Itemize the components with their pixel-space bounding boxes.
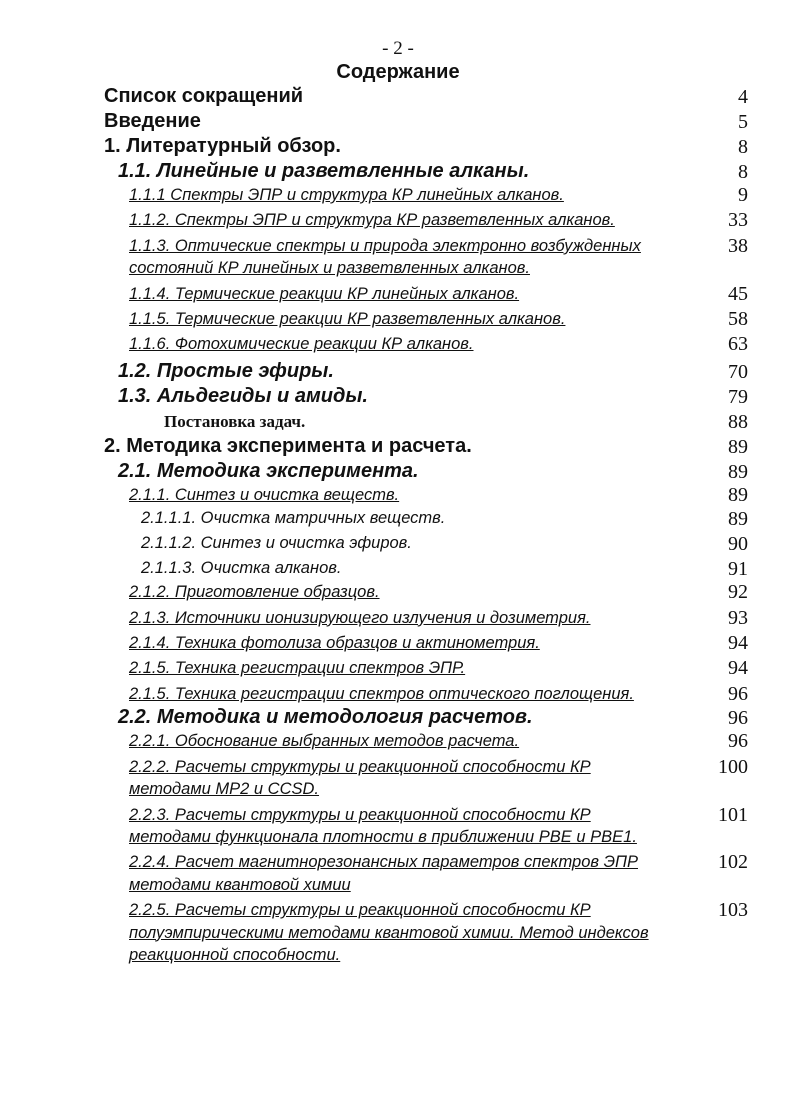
toc-entry-page: 96 xyxy=(728,707,748,730)
toc-entry[interactable] xyxy=(0,705,796,730)
toc-entry-title: 1.1.1 Спектры ЭПР и структура КР линейных алканов. xyxy=(129,186,564,204)
toc-entry[interactable] xyxy=(0,235,796,280)
toc-entry[interactable] xyxy=(0,756,796,801)
toc-entry[interactable] xyxy=(0,109,796,134)
toc-entry-title: 1.1. Линейные и разветвленные алканы. xyxy=(118,160,530,182)
toc-entry-title: Введение xyxy=(104,110,201,132)
toc-entry[interactable] xyxy=(0,657,796,679)
toc-entry-page: 70 xyxy=(728,360,748,383)
toc-entry-title: 2.1.4. Техника фотолиза образцов и актинометрия. xyxy=(129,634,540,653)
toc-entry-page: 8 xyxy=(738,136,748,158)
toc-entry-title: 2.2.5. Расчеты структуры и реакционной способности КР полуэмпирическими методами квантовой химии. Метод индексов реакционной способности. xyxy=(129,901,649,964)
toc-entry[interactable] xyxy=(0,308,796,330)
toc-entry-page: 9 xyxy=(738,184,748,206)
toc-entry-title: 2.1.1. Синтез и очистка веществ. xyxy=(129,485,400,504)
toc-entry[interactable] xyxy=(0,804,796,849)
toc-entry[interactable] xyxy=(0,556,796,581)
toc-entry-page: 89 xyxy=(728,483,748,506)
toc-entry-title: 2.2.1. Обоснование выбранных методов расчета. xyxy=(129,732,520,751)
toc-entry-page: 101 xyxy=(718,803,748,826)
toc-entry[interactable] xyxy=(0,84,796,109)
toc-entry-page: 102 xyxy=(718,851,748,874)
toc-entry[interactable] xyxy=(0,506,796,531)
toc-entry-page: 89 xyxy=(728,460,748,483)
toc-entry[interactable] xyxy=(0,409,796,434)
table-of-contents xyxy=(0,84,796,966)
toc-entry[interactable] xyxy=(0,459,796,484)
toc-entry[interactable] xyxy=(0,484,796,506)
toc-entry[interactable] xyxy=(0,730,796,752)
toc-entry-page: 89 xyxy=(728,508,748,531)
toc-entry-page: 94 xyxy=(728,657,748,680)
toc-entry[interactable] xyxy=(0,283,796,305)
toc-entry-title: 2.2.4. Расчет магнитнорезонансных параметров спектров ЭПР методами квантовой химии xyxy=(129,853,638,894)
toc-entry[interactable] xyxy=(0,581,796,603)
toc-entry[interactable] xyxy=(0,531,796,556)
toc-entry[interactable] xyxy=(0,683,796,705)
toc-entry-page: 58 xyxy=(728,308,748,331)
toc-entry-title: 1.1.3. Оптические спектры и природа электронно возбужденных состояний КР линейных и разветвленных алканов. xyxy=(129,236,641,278)
toc-entry-title: 2. Методика эксперимента и расчета. xyxy=(104,434,472,457)
toc-entry-title: Список сокращений xyxy=(104,85,304,107)
toc-entry-page: 92 xyxy=(728,581,748,604)
toc-entry-title: 2.1. Методика эксперимента. xyxy=(118,459,419,482)
toc-entry[interactable] xyxy=(0,384,796,409)
toc-entry-title: 2.2.3. Расчеты структуры и реакционной способности КР методами функционала плотности в приближении PBE и PBE1. xyxy=(129,805,637,846)
toc-entry-title: 2.1.1.3. Очистка алканов. xyxy=(141,559,342,578)
toc-entry-title: 2.1.3. Источники ионизирующего излучения и дозиметрия. xyxy=(129,608,591,627)
toc-entry[interactable] xyxy=(0,359,796,384)
toc-entry-page: 8 xyxy=(738,161,748,183)
toc-entry[interactable] xyxy=(0,851,796,896)
toc-entry[interactable] xyxy=(0,607,796,629)
page-number: - 2 - xyxy=(382,38,414,59)
toc-entry[interactable] xyxy=(0,184,796,206)
toc-entry-page: 96 xyxy=(728,730,748,753)
toc-entry-title: 2.1.5. Техника регистрации спектров оптического поглощения. xyxy=(129,684,634,703)
toc-entry-title: 2.1.1.1. Очистка матричных веществ. xyxy=(141,509,446,528)
toc-entry-page: 63 xyxy=(728,333,748,356)
toc-entry-page: 93 xyxy=(728,606,748,629)
toc-entry-title: 2.1.5. Техника регистрации спектров ЭПР. xyxy=(129,659,466,678)
toc-entry-page: 94 xyxy=(728,632,748,655)
toc-entry[interactable] xyxy=(0,434,796,459)
toc-entry-title: 1.1.5. Термические реакции КР разветвленных алканов. xyxy=(129,310,566,329)
toc-entry-page: 5 xyxy=(738,111,748,133)
toc-entry-page: 96 xyxy=(728,682,748,705)
toc-entry[interactable] xyxy=(0,632,796,654)
toc-entry-page: 88 xyxy=(728,410,748,433)
toc-entry[interactable] xyxy=(0,899,796,966)
toc-entry-title: 1.2. Простые эфиры. xyxy=(118,359,334,382)
toc-entry-title: 1.1.6. Фотохимические реакции КР алканов. xyxy=(129,335,474,354)
toc-entry-page: 90 xyxy=(728,533,748,556)
toc-entry-page: 89 xyxy=(728,435,748,458)
toc-entry-title: Постановка задач. xyxy=(164,411,306,431)
page-title: Содержание xyxy=(336,61,460,83)
toc-entry-title: 1.3. Альдегиды и амиды. xyxy=(118,384,368,407)
toc-entry-title: 2.2.2. Расчеты структуры и реакционной способности КР методами MP2 и CCSD. xyxy=(129,757,591,799)
toc-entry[interactable] xyxy=(0,333,796,355)
toc-entry-title: 1.1.4. Термические реакции КР линейных алканов. xyxy=(129,284,520,303)
toc-entry[interactable] xyxy=(0,159,796,184)
toc-entry[interactable] xyxy=(0,209,796,231)
toc-entry-title: 2.2. Методика и методология расчетов. xyxy=(118,706,533,729)
toc-entry-page: 45 xyxy=(728,282,748,305)
toc-entry-page: 103 xyxy=(718,899,748,922)
toc-entry-title: 1.1.2. Спектры ЭПР и структура КР разветвленных алканов. xyxy=(129,211,615,230)
toc-entry-title: 1. Литературный обзор. xyxy=(104,135,341,157)
toc-entry-title: 2.1.2. Приготовление образцов. xyxy=(129,583,380,602)
toc-entry-page: 91 xyxy=(728,558,748,581)
toc-entry-page: 33 xyxy=(728,209,748,232)
toc-entry-page: 4 xyxy=(738,86,748,108)
toc-entry-title: 2.1.1.2. Синтез и очистка эфиров. xyxy=(141,534,412,553)
toc-entry[interactable] xyxy=(0,134,796,159)
toc-entry-page: 100 xyxy=(718,755,748,778)
toc-entry-page: 79 xyxy=(728,385,748,408)
toc-entry-page: 38 xyxy=(728,234,748,257)
